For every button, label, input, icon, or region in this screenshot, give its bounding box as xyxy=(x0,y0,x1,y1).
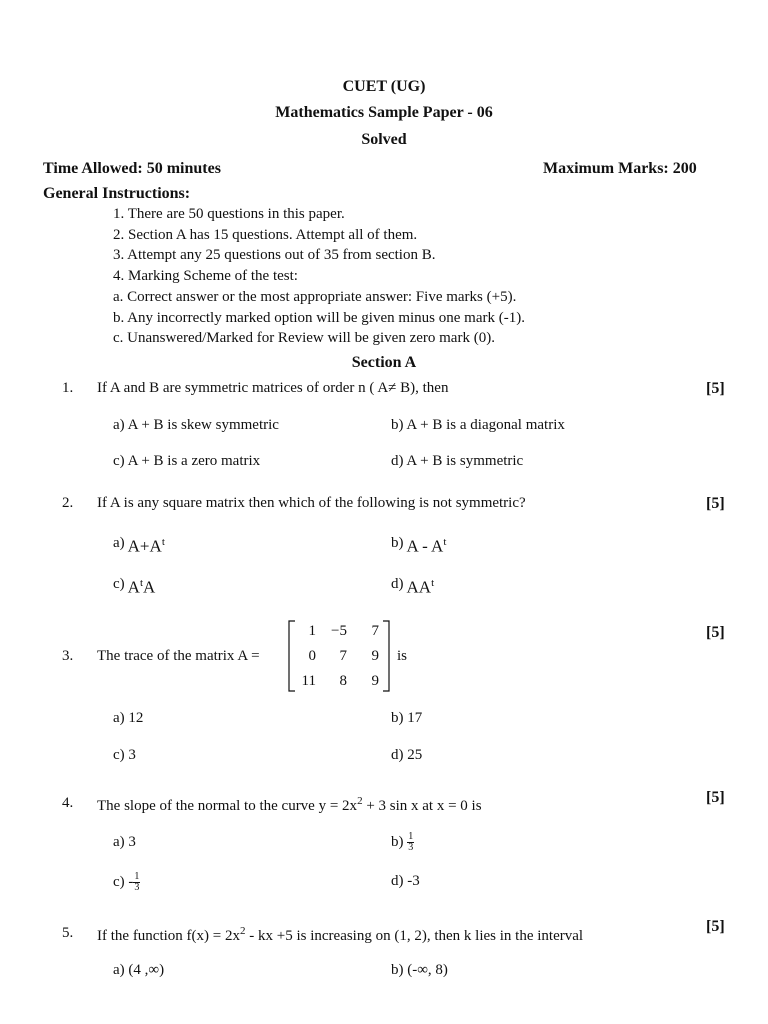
matrix-cell: 9 xyxy=(371,673,379,689)
option-math-sup: t xyxy=(139,577,143,589)
fraction: $\frac{1}{3}$ xyxy=(134,871,140,893)
matrix-cell: 9 xyxy=(371,648,379,664)
option-d: d) A + B is symmetric xyxy=(391,453,524,469)
question-marks: [5] xyxy=(706,380,725,397)
instruction-item: c. Unanswered/Marked for Review will be given zero mark (0). xyxy=(113,330,495,346)
paper-title: CUET (UG) xyxy=(342,78,426,95)
question-marks: [5] xyxy=(706,624,725,641)
option-a xyxy=(113,534,165,556)
option-label: a) xyxy=(113,534,125,551)
option-d: d) 25 xyxy=(391,747,423,763)
option-c: c) A + B is a zero matrix xyxy=(113,453,261,469)
matrix-cell: 7 xyxy=(339,648,347,664)
question-text: If A and B are symmetric matrices of order n ( A≠ B), then xyxy=(97,380,449,396)
option-math-sup: t xyxy=(431,577,435,589)
question-marks: [5] xyxy=(706,918,725,935)
instruction-item: 4. Marking Scheme of the test: xyxy=(113,268,298,284)
option-d: d) -3 xyxy=(391,873,420,889)
instruction-item: 3. Attempt any 25 questions out of 35 from section B. xyxy=(113,247,436,263)
option-label: b) xyxy=(391,534,404,551)
question-text: The trace of the matrix A = xyxy=(97,648,260,664)
option-b: b) (-∞, 8) xyxy=(391,962,448,978)
option-label: c) xyxy=(113,575,125,592)
question-number: 2. xyxy=(62,495,74,511)
question-number: 5. xyxy=(62,925,74,941)
question-marks: [5] xyxy=(706,495,725,512)
option-c xyxy=(113,575,156,597)
question-text-end: is xyxy=(397,648,408,664)
question-number: 4. xyxy=(62,795,74,811)
question-number: 1. xyxy=(62,380,74,396)
matrix-cell: −5 xyxy=(331,623,347,639)
instruction-item: 1. There are 50 questions in this paper. xyxy=(113,206,345,222)
exponent: 2 xyxy=(357,795,363,807)
option-b: b) 17 xyxy=(391,710,423,726)
option-c: c) - $\frac{1}{3}$ xyxy=(113,871,140,893)
instruction-item: 2. Section A has 15 questions. Attempt all of them. xyxy=(113,227,418,243)
option-a: a) (4 ,∞) xyxy=(113,962,165,978)
option-math-sup: t xyxy=(161,536,165,548)
paper-status: Solved xyxy=(361,131,407,148)
question-number: 3. xyxy=(62,648,74,664)
option-math: A+A xyxy=(127,536,162,556)
matrix-cell: 1 xyxy=(308,623,316,639)
maximum-marks: Maximum Marks: 200 xyxy=(543,160,697,177)
option-c: c) 3 xyxy=(113,747,136,763)
option-a: a) A + B is skew symmetric xyxy=(113,417,279,433)
matrix-cell: 8 xyxy=(339,673,347,689)
instruction-item: a. Correct answer or the most appropriate answer: Five marks (+5). xyxy=(113,289,517,305)
question-marks: [5] xyxy=(706,789,725,806)
matrix-cell: 0 xyxy=(308,648,316,664)
section-title: Section A xyxy=(351,354,417,371)
option-d xyxy=(391,575,435,597)
option-math: A - A xyxy=(406,536,444,556)
option-b: b) $\frac{1}{3}$ xyxy=(391,831,414,853)
option-math: AA xyxy=(406,577,432,597)
matrix-cell: 7 xyxy=(371,623,379,639)
trace-matrix xyxy=(287,620,391,692)
option-b xyxy=(391,534,447,556)
instruction-item: b. Any incorrectly marked option will be given minus one mark (-1). xyxy=(113,310,525,326)
exponent: 2 xyxy=(240,925,246,937)
question-text: If the function $f(x) = 2x^2$ - kx +5 is increasing on (1, 2), then k lies in the interval xyxy=(97,925,584,944)
option-label: d) xyxy=(391,575,404,592)
option-math-sup: t xyxy=(443,536,447,548)
option-a: a) 12 xyxy=(113,710,144,726)
question-text: If A is any square matrix then which of the following is not symmetric? xyxy=(97,495,526,511)
instructions-heading: General Instructions: xyxy=(43,185,191,202)
option-a: a) 3 xyxy=(113,834,136,850)
option-math: A xyxy=(127,577,140,597)
question-text: The slope of the normal to the curve $y = 2x^2 + 3$ sin x at x = 0 is xyxy=(97,795,482,814)
fraction: $\frac{1}{3}$ xyxy=(408,831,414,853)
matrix-cell: 11 xyxy=(301,673,316,689)
time-allowed: Time Allowed: 50 minutes xyxy=(43,160,221,177)
paper-subtitle: Mathematics Sample Paper - 06 xyxy=(275,104,493,121)
option-b: b) A + B is a diagonal matrix xyxy=(391,417,565,433)
option-math-tail: A xyxy=(143,577,156,597)
